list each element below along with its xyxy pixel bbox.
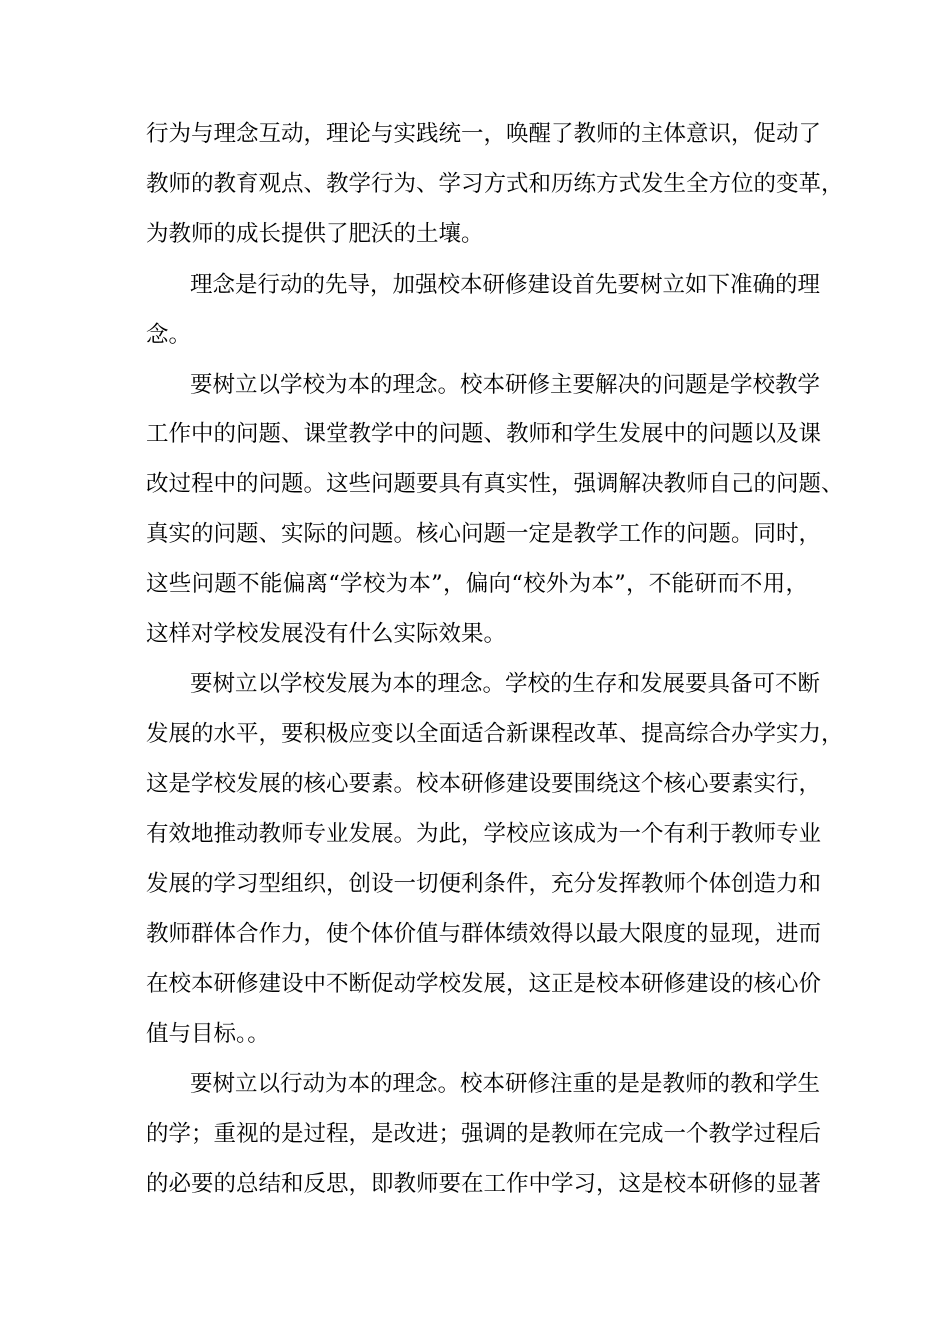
text-line: 的学；重视的是过程，是改进；强调的是教师在完成一个教学过程后: [146, 1121, 822, 1147]
text-line: 行为与理念互动，理论与实践统一，唤醒了教师的主体意识，促动了: [146, 121, 822, 147]
text-line: 值与目标。。: [146, 1021, 270, 1047]
text-line: 的必要的总结和反思，即教师要在工作中学习，这是校本研修的显著: [146, 1171, 822, 1197]
text-line: 真实的问题、实际的问题。核心问题一定是教学工作的问题。同时，: [146, 521, 822, 547]
text-line: 教师的教育观点、教学行为、学习方式和历练方式发生全方位的变革，: [146, 171, 844, 197]
text-line: 为教师的成长提供了肥沃的土壤。: [146, 221, 484, 247]
text-line: 念。: [146, 322, 192, 348]
paragraph-first-line: 要树立以学校发展为本的理念。学校的生存和发展要具备可不断: [190, 671, 821, 697]
text-line: 改过程中的问题。这些问题要具有真实性，强调解决教师自己的问题、: [146, 471, 844, 497]
text-line: 发展的水平，要积极应变以全面适合新课程改革、提高综合办学实力，: [146, 721, 844, 747]
text-line: 有效地推动教师专业发展。为此，学校应该成为一个有利于教师专业: [146, 821, 822, 847]
paragraph-first-line: 要树立以学校为本的理念。校本研修主要解决的问题是学校教学: [190, 372, 821, 398]
paragraph-first-line: 理念是行动的先导，加强校本研修建设首先要树立如下准确的理: [190, 272, 821, 298]
text-line: 这些问题不能偏离“学校为本”，偏向“校外为本”，不能研而不用，: [146, 571, 808, 597]
paragraph-first-line: 要树立以行动为本的理念。校本研修注重的是是教师的教和学生: [190, 1071, 821, 1097]
text-line: 教师群体合作力，使个体价值与群体绩效得以最大限度的显现，进而: [146, 921, 822, 947]
text-line: 发展的学习型组织，创设一切便利条件，充分发挥教师个体创造力和: [146, 871, 822, 897]
text-line: 工作中的问题、课堂教学中的问题、教师和学生发展中的问题以及课: [146, 421, 822, 447]
text-line: 这样对学校发展没有什么实际效果。: [146, 621, 507, 647]
text-line: 在校本研修建设中不断促动学校发展，这正是校本研修建设的核心价: [146, 971, 822, 997]
text-line: 这是学校发展的核心要素。校本研修建设要围绕这个核心要素实行，: [146, 771, 822, 797]
